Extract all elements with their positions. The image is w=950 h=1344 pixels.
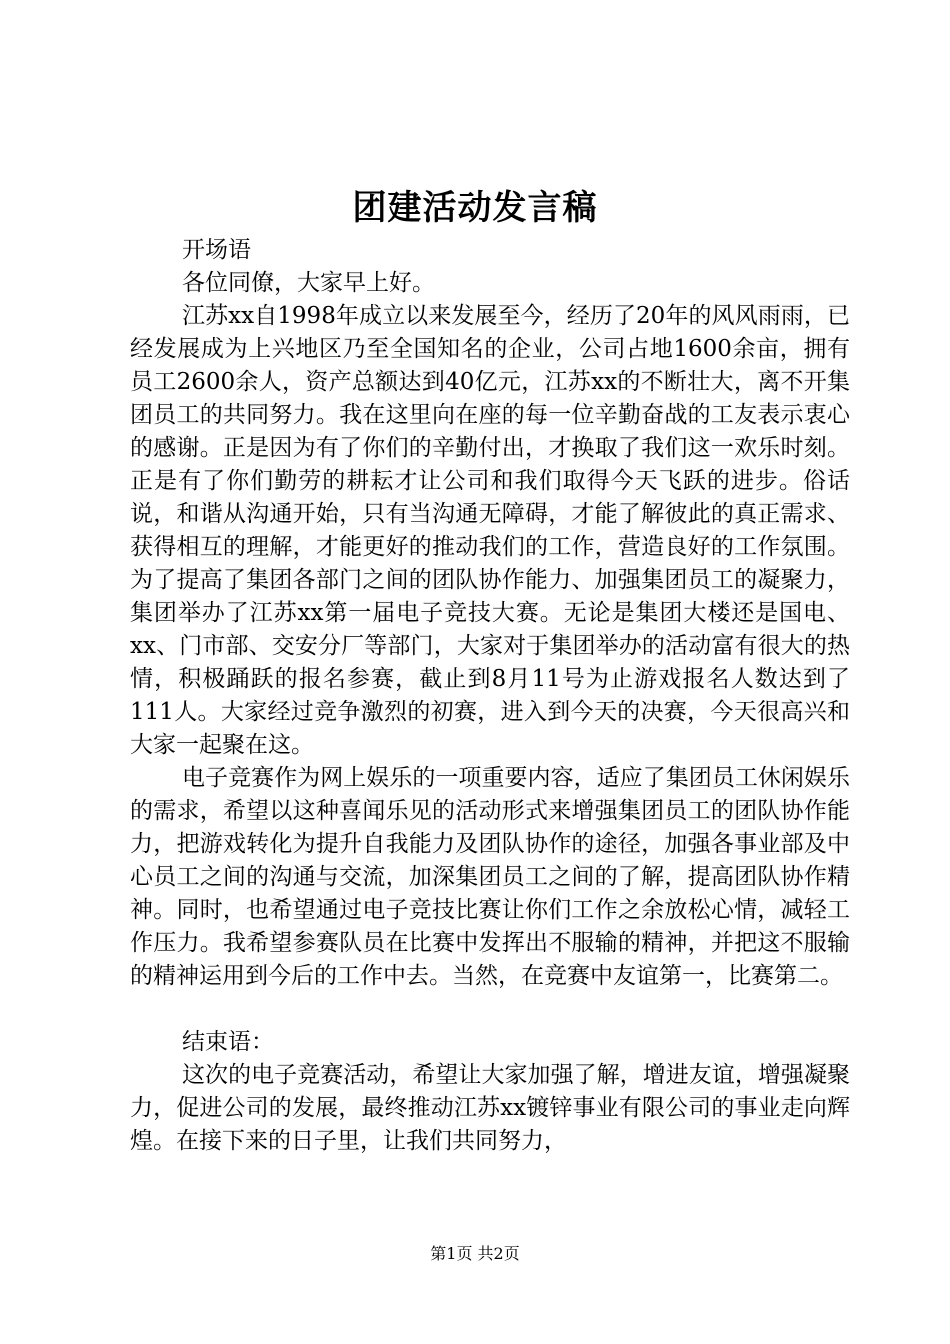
closing-paragraph: 这次的电子竞赛活动，希望让大家加强了解，增进友谊，增强凝聚力，促进公司的发展，最终推动江苏xx镀锌事业有限公司的事业走向辉煌。在接下来的日子里，让我们共同努力， — [130, 1062, 850, 1154]
body-paragraph: 江苏xx自1998年成立以来发展至今，经历了20年的风风雨雨，已经发展成为上兴地区乃至全国知名的企业，公司占地1600余亩，拥有员工2600余人，资产总额达到40亿元，江苏xx的不断壮大，离不开集团员工的共同努力。我在这里向在座的每一位辛勤奋战的工友表示衷心的感谢。正是因为有了你们的辛勤付出，才换取了我们这一欢乐时刻。正是有了你们勤劳的耕耘才让公司和我们取得今天飞跃的进步。俗话说，和谐从沟通开始，只有当沟通无障碍，才能了解彼此的真正需求、获得相互的理解，才能更好的推动我们的工作，营造良好的工作氛围。为了提高了集团各部门之间的团队协作能力、加强集团员工的凝聚力，集团举办了江苏xx第一届电子竞技大赛。无论是集团大楼还是国电、xx、门市部、交安分厂等部门，大家对于集团举办的活动富有很大的热情，积极踊跃的报名参赛，截止到8月11号为止游戏报名人数达到了111人。大家经过竞争激烈的初赛，进入到今天的决赛，今天很高兴和大家一起聚在这。 — [130, 303, 850, 758]
document-title: 团建活动发言稿 — [352, 188, 598, 228]
document-body — [130, 234, 850, 1158]
greeting-paragraph: 各位同僚，大家早上好。 — [182, 270, 435, 296]
page-number-footer: 第1页 共2页 — [430, 1244, 520, 1263]
section-heading-opening: 开场语 — [182, 237, 251, 263]
section-heading-closing: 结束语： — [182, 1029, 274, 1055]
body-paragraph: 电子竞赛作为网上娱乐的一项重要内容，适应了集团员工休闲娱乐的需求，希望以这种喜闻乐见的活动形式来增强集团员工的团队协作能力，把游戏转化为提升自我能力及团队协作的途径，加强各事业部及中心员工之间的沟通与交流，加深集团员工之间的了解，提高团队协作精神。同时，也希望通过电子竞技比赛让你们工作之余放松心情，减轻工作压力。我希望参赛队员在比赛中发挥出不服输的精神，并把这不服输的精神运用到今后的工作中去。当然，在竞赛中友谊第一，比赛第二。 — [130, 765, 850, 989]
